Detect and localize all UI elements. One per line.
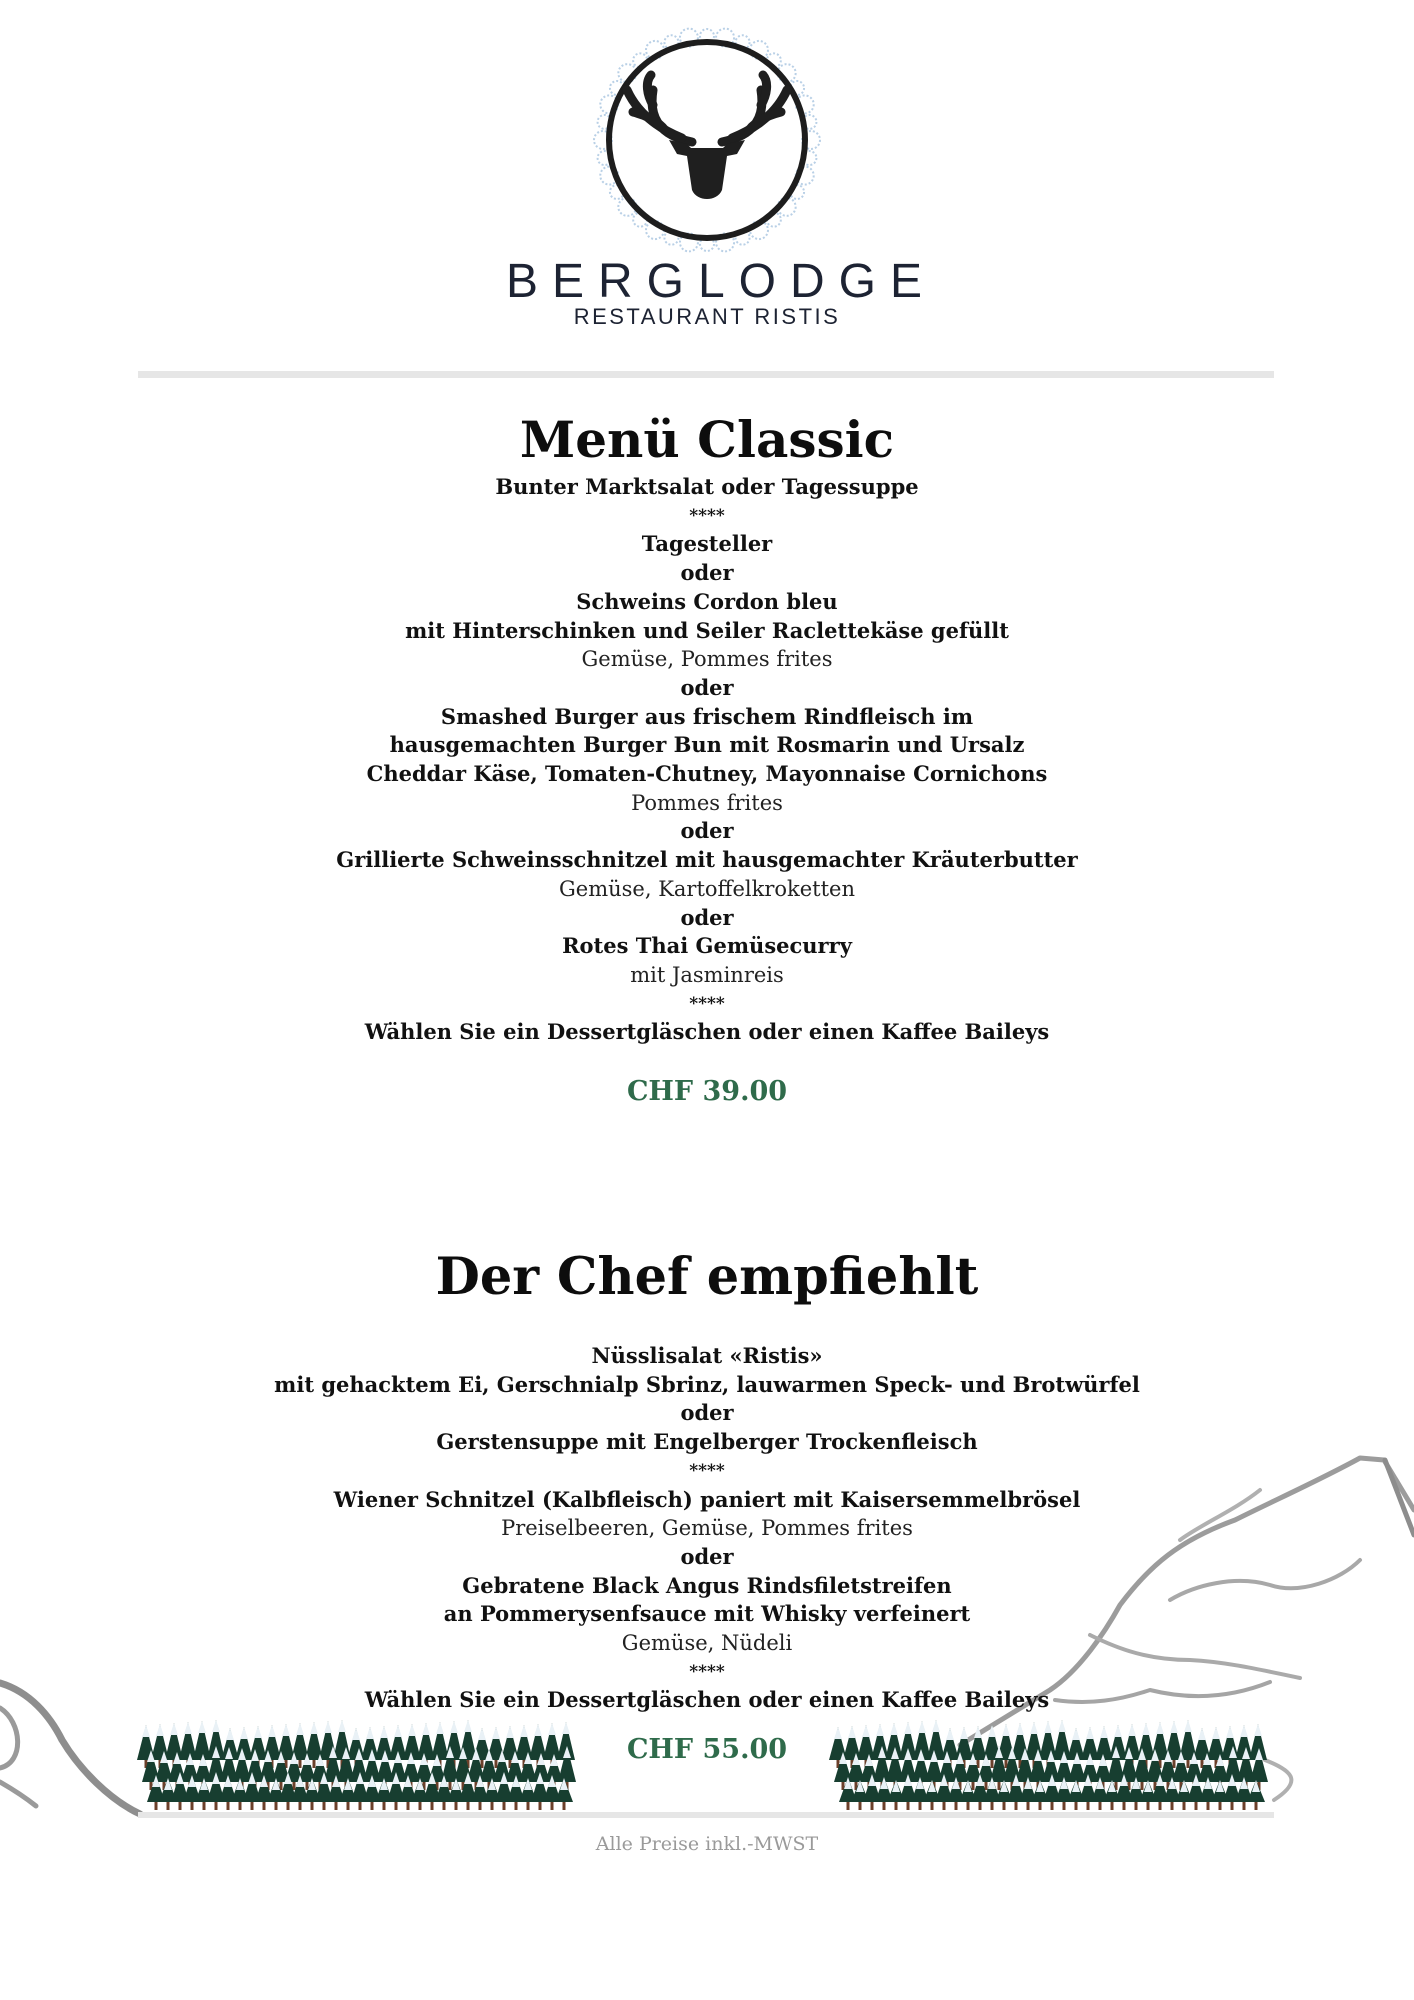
menu-line: oder	[680, 818, 734, 844]
menu-line: Rotes Thai Gemüsecurry	[562, 933, 852, 959]
menu-line: Gerstensuppe mit Engelberger Trockenfleisch	[436, 1429, 978, 1455]
menu-line: hausgemachten Burger Bun mit Rosmarin und Ursalz	[389, 732, 1025, 758]
stag-head-snowflake-wreath-icon	[587, 20, 827, 260]
chef-recommends-courses	[0, 1342, 1414, 1715]
menu-line: Gemüse, Nüdeli	[621, 1631, 793, 1656]
menu-line: Wiener Schnitzel (Kalbfleisch) paniert mit Kaisersemmelbrösel	[333, 1486, 1081, 1512]
brand-name: BERGLODGE	[505, 255, 937, 308]
course-separator: ****	[689, 1661, 725, 1682]
chef-recommends-price: CHF 55.00	[626, 1734, 788, 1765]
bottom-divider	[138, 1812, 1274, 1818]
menu-line: mit Jasminreis	[630, 962, 784, 987]
menu-line: Gebratene Black Angus Rindsfiletstreifen	[462, 1572, 952, 1598]
menu-line: Schweins Cordon bleu	[576, 588, 838, 614]
menu-line: Nüsslisalat «Ristis»	[591, 1343, 823, 1368]
menu-line: oder	[680, 560, 734, 586]
menu-line: mit Hinterschinken und Seiler Raclettekäse gefüllt	[405, 617, 1009, 643]
vat-note: Alle Preise inkl.-MWST	[595, 1833, 819, 1855]
menu-line: Gemüse, Kartoffelkroketten	[559, 876, 855, 901]
menu-line: an Pommerysenfsauce mit Whisky verfeinert	[443, 1601, 971, 1627]
top-divider	[138, 371, 1274, 378]
menu-line: Preiselbeeren, Gemüse, Pommes frites	[501, 1516, 913, 1541]
menu-line: oder	[680, 904, 734, 930]
menu-classic-courses	[0, 473, 1414, 1047]
menu-line: Bunter Marktsalat oder Tagessuppe	[495, 474, 919, 499]
menu-line: Wählen Sie ein Dessertgläschen oder einen Kaffee Baileys	[364, 1019, 1050, 1045]
menu-line: Wählen Sie ein Dessertgläschen oder einen Kaffee Baileys	[364, 1687, 1050, 1713]
menu-line: Cheddar Käse, Tomaten-Chutney, Mayonnaise Cornichons	[366, 761, 1048, 787]
menu-line: oder	[680, 1400, 734, 1426]
menu-line: Gemüse, Pommes frites	[581, 647, 833, 672]
menu-line: oder	[680, 1543, 734, 1569]
menu-line: Smashed Burger aus frischem Rindfleisch im	[440, 703, 974, 729]
chef-recommends-title: Der Chef empfiehlt	[435, 1247, 979, 1307]
course-separator: ****	[689, 1460, 725, 1481]
menu-line: Grillierte Schweinsschnitzel mit hausgemachter Kräuterbutter	[336, 847, 1078, 873]
menu-line: oder	[680, 674, 734, 700]
course-separator: ****	[689, 993, 725, 1014]
menu-line: mit gehacktem Ei, Gerschnialp Sbrinz, lauwarmen Speck- und Brotwürfel	[274, 1371, 1140, 1397]
menu-classic-title: Menü Classic	[519, 410, 895, 469]
brand-subtitle: RESTAURANT RISTIS	[573, 304, 841, 329]
logo	[0, 20, 1414, 264]
menu-classic-price: CHF 39.00	[626, 1076, 788, 1107]
menu-line: Pommes frites	[631, 790, 783, 815]
menu-line: Tagesteller	[641, 531, 773, 557]
course-separator: ****	[689, 505, 725, 526]
